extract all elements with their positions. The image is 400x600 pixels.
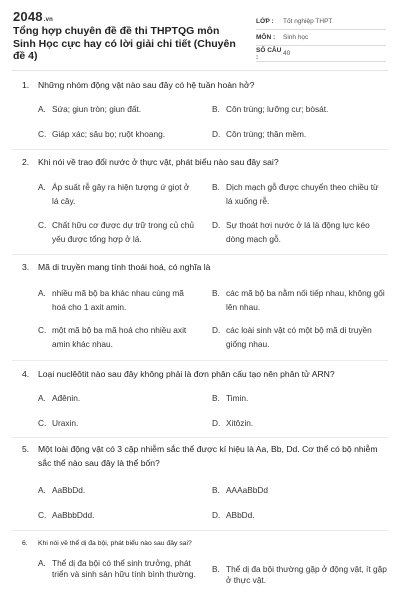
option-text: AaBbbDdd. bbox=[52, 510, 95, 520]
option-letter: C. bbox=[38, 325, 47, 335]
meta-value: Tốt nghiệp THPT bbox=[283, 18, 333, 25]
meta-key: MÔN : bbox=[256, 34, 276, 41]
option-text: Côn trùng; thân mềm. bbox=[226, 129, 307, 139]
option-d[interactable] bbox=[212, 128, 387, 142]
logo-text: 2048 bbox=[13, 9, 43, 24]
option-b[interactable] bbox=[212, 392, 387, 406]
option-text: nhiều mã bộ ba khác nhau cùng mã hoá cho 1 axit amin. bbox=[52, 288, 184, 312]
option-text: AaBbDd. bbox=[52, 485, 86, 495]
option-text: Xitôzin. bbox=[226, 418, 254, 428]
option-a[interactable] bbox=[38, 181, 198, 208]
option-text: Sứa; giun tròn; giun đất. bbox=[52, 104, 142, 114]
question-text bbox=[22, 79, 392, 93]
question-number: 1. bbox=[22, 80, 30, 90]
document-header bbox=[0, 0, 400, 70]
question-text bbox=[22, 156, 392, 170]
option-b[interactable] bbox=[212, 181, 387, 208]
option-text: Côn trùng; lưỡng cư; bòsát. bbox=[226, 104, 329, 114]
meta-row-class bbox=[256, 14, 386, 30]
logo-suffix: .vn bbox=[43, 17, 54, 23]
question-separator bbox=[12, 437, 388, 438]
question-stem: Khi nói về trao đổi nước ở thực vật, phát biểu nào sau đây sai? bbox=[38, 157, 279, 167]
meta-row-subject bbox=[256, 30, 386, 46]
option-text: Thể dị đa bội có thể sinh trưởng, phát triển và sinh sản hữu tính bình thường. bbox=[52, 558, 196, 579]
option-text: các loài sinh vật có một bộ mã di truyền giống nhau. bbox=[226, 325, 372, 349]
option-b[interactable] bbox=[212, 103, 387, 117]
option-text: AAAaBbDd bbox=[226, 485, 268, 495]
option-a[interactable] bbox=[38, 392, 198, 406]
option-a[interactable] bbox=[38, 103, 198, 117]
option-d[interactable] bbox=[212, 324, 387, 351]
option-letter: C. bbox=[38, 510, 47, 520]
option-text: Thể dị đa bội thường gặp ở động vật, ít gặp ở thực vật. bbox=[226, 564, 387, 585]
question-number: 2. bbox=[22, 157, 30, 167]
question-separator bbox=[12, 149, 388, 150]
option-c[interactable] bbox=[38, 417, 198, 431]
option-d[interactable] bbox=[212, 219, 387, 246]
option-text: ABbDd. bbox=[226, 510, 255, 520]
option-c[interactable] bbox=[38, 128, 198, 142]
option-b[interactable] bbox=[212, 287, 387, 314]
option-b[interactable] bbox=[212, 484, 387, 498]
option-text: Giáp xác; sâu bọ; ruột khoang. bbox=[52, 129, 166, 139]
question-number: 3. bbox=[22, 262, 30, 272]
option-letter: B. bbox=[212, 104, 220, 114]
question-stem: Một loài động vật có 3 cặp nhiễm sắc thể được kí hiệu là Aa, Bb, Dd. Cơ thể có bộ nhiễm sắc thể nào sau đây là thể bốn? bbox=[38, 444, 378, 468]
option-text: các mã bộ ba nằm nối tiếp nhau, không gối lên nhau. bbox=[226, 288, 385, 312]
option-letter: A. bbox=[38, 393, 46, 403]
question-separator bbox=[12, 254, 388, 255]
meta-row-count bbox=[256, 46, 386, 62]
meta-key: LỚP : bbox=[256, 18, 274, 25]
option-d[interactable] bbox=[212, 509, 387, 523]
question-number: 5. bbox=[22, 444, 30, 454]
question-text bbox=[22, 443, 392, 470]
option-text: Uraxin. bbox=[52, 418, 79, 428]
question-stem: Mã di truyền mang tính thoái hoá, có nghĩa là bbox=[38, 262, 211, 272]
option-letter: D. bbox=[212, 220, 221, 230]
document-title: Tổng hợp chuyên đề đề thi THPTQG môn Sinh Học cực hay có lời giải chi tiết (Chuyên đề 4) bbox=[13, 25, 236, 62]
option-text: Ađênin. bbox=[52, 393, 81, 403]
question-number: 4. bbox=[22, 369, 30, 379]
question-stem: Khi nói về thể dị đa bội, phát biểu nào sau đây sai? bbox=[38, 540, 192, 547]
option-a[interactable] bbox=[38, 484, 198, 498]
option-letter: B. bbox=[212, 182, 220, 192]
question-text bbox=[22, 537, 392, 551]
option-text: Sự thoát hơi nước ở lá là động lực kéo dòng mạch gỗ. bbox=[226, 220, 370, 244]
option-letter: B. bbox=[212, 288, 220, 298]
option-letter: A. bbox=[38, 182, 46, 192]
option-text: một mã bộ ba mã hoá cho nhiều axit amin khác nhau. bbox=[52, 325, 187, 349]
option-letter: D. bbox=[212, 325, 221, 335]
option-letter: A. bbox=[38, 288, 46, 298]
meta-value: Sinh học bbox=[283, 34, 309, 41]
option-c[interactable] bbox=[38, 219, 198, 246]
meta-table bbox=[256, 14, 386, 62]
option-letter: B. bbox=[212, 564, 220, 574]
question-stem: Những nhóm động vật nào sau đây có hệ tuần hoàn hở? bbox=[38, 80, 255, 90]
option-letter: B. bbox=[212, 485, 220, 495]
option-text: Dịch mạch gỗ được chuyển theo chiều từ lá xuống rễ. bbox=[226, 182, 379, 206]
option-letter: D. bbox=[212, 129, 221, 139]
option-a[interactable] bbox=[38, 287, 198, 314]
option-letter: A. bbox=[38, 104, 46, 114]
option-letter: A. bbox=[38, 558, 46, 568]
question-text bbox=[22, 368, 392, 382]
question-separator bbox=[12, 360, 388, 361]
option-c[interactable] bbox=[38, 509, 198, 523]
option-text: Timin. bbox=[226, 393, 249, 403]
option-text: Chất hữu cơ được dự trữ trong củ chủ yếu được tổng hợp ở lá. bbox=[52, 220, 194, 244]
option-letter: C. bbox=[38, 129, 47, 139]
header-divider bbox=[12, 70, 388, 71]
meta-key: SỐ CÂU : bbox=[256, 46, 282, 61]
question-separator bbox=[12, 530, 388, 531]
question-stem: Loại nuclêôtit nào sau đây không phải là đơn phân cấu tạo nên phân tử ARN? bbox=[38, 369, 335, 379]
option-d[interactable] bbox=[212, 417, 387, 431]
option-letter: D. bbox=[212, 510, 221, 520]
option-letter: D. bbox=[212, 418, 221, 428]
meta-value: 40 bbox=[283, 50, 291, 57]
option-b[interactable] bbox=[212, 564, 387, 586]
option-letter: C. bbox=[38, 418, 47, 428]
question-number: 6. bbox=[22, 540, 28, 547]
option-text: Áp suất rễ gây ra hiện tượng ứ giọt ở lá cây. bbox=[52, 182, 190, 206]
option-letter: C. bbox=[38, 220, 47, 230]
site-logo[interactable] bbox=[13, 9, 53, 24]
question-text bbox=[22, 261, 392, 275]
option-letter: A. bbox=[38, 485, 46, 495]
option-c[interactable] bbox=[38, 324, 198, 351]
option-a[interactable] bbox=[38, 558, 198, 580]
option-letter: B. bbox=[212, 393, 220, 403]
